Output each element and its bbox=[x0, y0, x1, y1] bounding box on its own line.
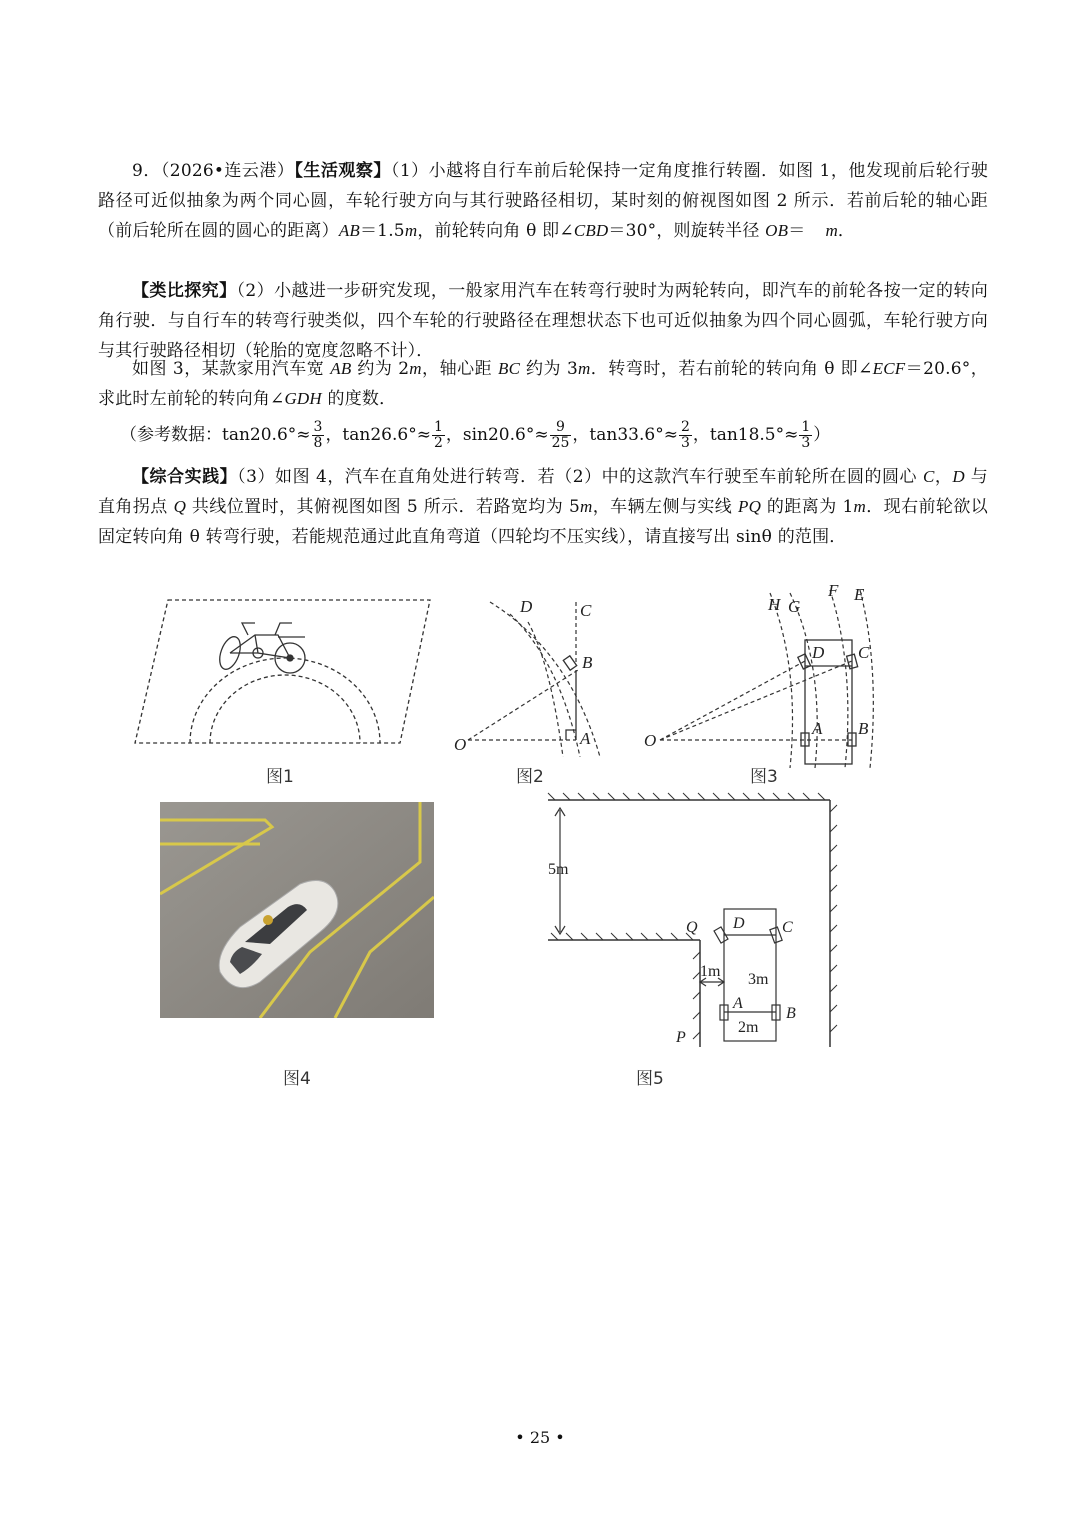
figure-3-caption: 图3 bbox=[750, 767, 778, 787]
figure-2-diagram bbox=[450, 592, 620, 757]
label-C: C bbox=[858, 643, 870, 662]
label-O: O bbox=[644, 731, 657, 750]
figure-5-diagram bbox=[540, 792, 850, 1052]
figure-4-photo bbox=[160, 802, 434, 1018]
label-A: A bbox=[812, 719, 823, 738]
label-H: H bbox=[768, 595, 781, 614]
problem-part1: 9．（2026•连云港）【生活观察】（1）小越将自行车前后轮保持一定角度推行转圈．如图 1，他发现前后轮行驶路径可近似抽象为两个同心圆，车轮行驶方向与其行驶路径相切，某时刻的俯视图如图 2 所示．若前后轮的轴心距（前后轮所在圆的圆心的距离）AB＝1.5m，前轮转向角 θ 即∠CBD＝30°，则旋转半径 OB＝ m． bbox=[98, 161, 988, 241]
problem-part2-question: 如图 3，某款家用汽车宽 AB 约为 2m，轴心距 BC 约为 3m．转弯时，若右前轮的转向角 θ 即∠ECF＝20.6°，求此时左前轮的转向角∠GDH 的度数． bbox=[98, 359, 989, 409]
problem-part2: 【类比探究】（2）小越进一步研究发现，一般家用汽车在转弯行驶时为两轮转向，即汽车的前轮各按一定的转向角行驶．与自行车的转弯行驶类似，四个车轮的行驶路径在理想状态下也可近似抽象为四个同心圆弧，车轮行驶方向与其行驶路径相切（轮胎的宽度忽略不计）． bbox=[98, 281, 988, 361]
figure-2-caption: 图2 bbox=[516, 767, 544, 787]
label-A: A bbox=[580, 729, 591, 748]
label-axle: 3m bbox=[748, 971, 769, 988]
bicycle-icon bbox=[216, 623, 305, 673]
figure-1-bicycle bbox=[130, 595, 440, 750]
label-O: O bbox=[454, 735, 467, 754]
label-F: F bbox=[828, 581, 839, 600]
figure-5-caption: 图5 bbox=[636, 1069, 664, 1089]
fraction: $\frac{9}{25}$ bbox=[551, 419, 570, 451]
label-B: B bbox=[786, 1005, 796, 1022]
label-Q: Q bbox=[686, 919, 698, 936]
label-C: C bbox=[580, 601, 592, 620]
fraction: $\frac{1}{3}$ bbox=[801, 419, 811, 451]
label-E: E bbox=[854, 585, 865, 604]
label-P: P bbox=[676, 1029, 686, 1046]
figure-4-caption: 图4 bbox=[283, 1069, 311, 1089]
label-B: B bbox=[858, 719, 869, 738]
label-car-width: 2m bbox=[738, 1019, 759, 1036]
label-road-width: 5m bbox=[548, 861, 569, 878]
figure-3-diagram bbox=[640, 578, 890, 768]
label-D: D bbox=[520, 597, 533, 616]
label-C: C bbox=[782, 919, 793, 936]
label-B: B bbox=[582, 653, 593, 672]
figure-1-caption: 图1 bbox=[266, 767, 294, 787]
label-D: D bbox=[733, 915, 745, 932]
page-number: • 25 • bbox=[515, 1428, 565, 1447]
label-D: D bbox=[812, 643, 825, 662]
fraction: $\frac{1}{2}$ bbox=[433, 419, 443, 451]
problem-part3: 【综合实践】（3）如图 4，汽车在直角处进行转弯．若（2）中的这款汽车行驶至车前轮所在圆的圆心 C，D 与直角拐点 Q 共线位置时，其俯视图如图 5 所示．若路宽均为 5m，车辆左侧与实线 PQ 的距离为 1m．现右前轮欲以固定转向角 θ 转弯行驶，若能规范通过此直角弯道（四轮均不压实线），请直接写出 sinθ 的范围． bbox=[98, 467, 989, 547]
fraction: $\frac{2}{3}$ bbox=[680, 419, 690, 451]
label-G: G bbox=[788, 597, 801, 616]
label-A: A bbox=[733, 995, 743, 1012]
label-gap: 1m bbox=[700, 963, 721, 980]
fraction: $\frac{3}{8}$ bbox=[313, 419, 323, 451]
reference-data: （参考数据：tan20.6°≈ $\frac{3}{8}$ ，tan26.6°≈ $\frac{1}{2}$ ，sin20.6°≈ $\frac{9}{25}$ ，tan33.6°≈ $\frac{2}{3}$ ，tan18.5°≈ $\frac{1}{3}$ ） bbox=[120, 419, 831, 451]
